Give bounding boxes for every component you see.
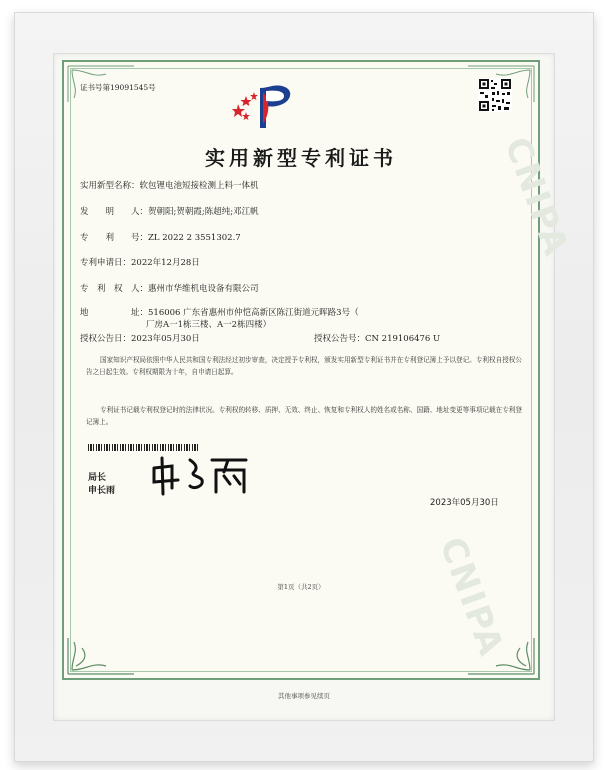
field-label: 地 址： (80, 308, 149, 318)
field-value: ZL 2022 2 3551302.7 (148, 233, 241, 243)
field-grant-date (80, 332, 200, 344)
field-value: 贺朝阳;贺朝霞;陈超纯;邓江帆 (148, 207, 259, 217)
footer-note: 其他事项参见续页 (278, 692, 330, 700)
frame-mat (53, 53, 577, 721)
field-value: 516006 广东省惠州市仲恺高新区陈江街道元晖路3号（ (148, 308, 359, 318)
field-label: 专 利 权 人： (80, 284, 149, 294)
field-address (80, 306, 359, 318)
field-address-continued (146, 318, 271, 330)
field-value: 2022年12月28日 (131, 258, 200, 268)
watermark-text: CNIPA (431, 532, 512, 663)
field-value: 厂房A一1栋三楼、A一2栋四楼） (146, 320, 272, 330)
barcode (88, 444, 200, 451)
field-label: 授权公告号： (314, 334, 366, 344)
certificate-number: 证书号第19091545号 (80, 83, 156, 92)
page-info: 第1页（共2页） (277, 583, 325, 591)
patent-certificate (62, 60, 577, 680)
field-value: 惠州市华维机电设备有限公司 (148, 284, 259, 294)
field-grant-number (314, 332, 440, 344)
field-label: 实用新型名称： (80, 181, 140, 191)
field-label: 专 利 号： (80, 233, 149, 243)
corner-ornament-icon (466, 636, 536, 676)
field-utility-model-name (80, 179, 259, 191)
field-value: 软包锂电池短接检测上料一体机 (139, 181, 259, 191)
director-title: 局长 (88, 473, 107, 483)
statement-paragraph-2: 专利证书记载专利权登记时的法律状况。专利权的转移、质押、无效、终止、恢复和专利权人的姓名或名称、国籍、地址变更等事项记载在专利登记簿上。 (86, 406, 522, 426)
cnipa-logo-icon (232, 82, 298, 132)
field-patentee (80, 282, 259, 294)
field-inventors (80, 205, 259, 217)
field-value: CN 219106476 U (365, 334, 441, 344)
field-value: 2023年05月30日 (131, 334, 200, 344)
signature-image (150, 452, 262, 498)
certificate-title: 实用新型专利证书 (205, 146, 397, 170)
field-patent-number (80, 231, 241, 243)
picture-frame (14, 12, 594, 762)
qr-code-icon (478, 78, 512, 112)
field-label: 专利申请日： (80, 258, 132, 268)
director-name: 申长雨 (88, 486, 116, 496)
corner-ornament-icon (66, 636, 136, 676)
sign-date: 2023年05月30日 (430, 498, 499, 508)
field-label: 授权公告日： (80, 334, 132, 344)
watermark-text: CNIPA (496, 132, 577, 263)
statement-paragraph-1: 国家知识产权局依照中华人民共和国专利法经过初步审查，决定授予专利权，颁发实用新型专利证书并在专利登记簿上予以登记。专利权自授权公告之日起生效。专利权期限为十年，自申请日起算。 (86, 356, 522, 376)
field-label: 发 明 人： (80, 207, 149, 217)
field-application-date (80, 256, 200, 268)
